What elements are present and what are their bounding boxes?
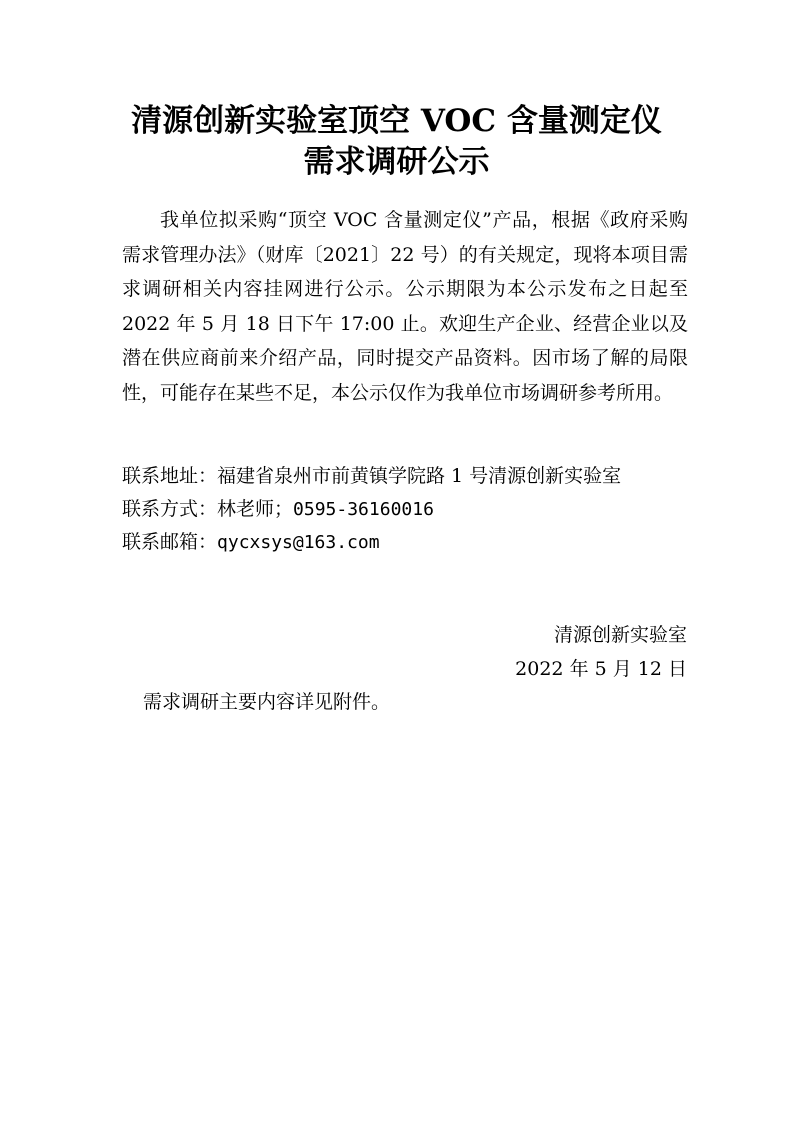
document-title-line-1: 清源创新实验室顶空 VOC 含量测定仪 bbox=[131, 103, 662, 139]
document-title-line-2: 需求调研公示 bbox=[303, 144, 490, 180]
contact-address-line bbox=[122, 461, 702, 491]
contact-email-value: qycxsys@163.com bbox=[217, 532, 380, 553]
signature-date: 2022 年 5 月 12 日 bbox=[515, 658, 687, 680]
contact-email-line bbox=[122, 527, 702, 558]
contact-method-line bbox=[122, 494, 702, 525]
contact-method-label: 联系方式： bbox=[122, 498, 218, 520]
attachment-note: 需求调研主要内容详见附件。 bbox=[143, 691, 391, 713]
contact-email-label: 联系邮箱： bbox=[122, 531, 218, 553]
notice-body-paragraph: 我单位拟采购“顶空 VOC 含量测定仪”产品，根据《政府采购需求管理办法》（财库〔2021〕22 号）的有关规定，现将本项目需求调研相关内容挂网进行公示。公示期限为本公示发布之日起至 2022 年 5 月 18 日下午 17:00 止。欢迎生产企业、经营企业以及潜在供应商前来介绍产品，同时提交产品资料。因市场了解的局限性，可能存在某些不足，本公示仅作为我单位市场调研参考所用。 bbox=[122, 209, 688, 404]
contact-address-value: 福建省泉州市前黄镇学院路 1 号清源创新实验室 bbox=[217, 465, 622, 487]
contact-person: 林老师； bbox=[217, 498, 294, 520]
contact-address-label: 联系地址： bbox=[122, 465, 218, 487]
contact-phone: 0595-36160016 bbox=[293, 499, 434, 520]
signature-organization: 清源创新实验室 bbox=[553, 624, 687, 646]
